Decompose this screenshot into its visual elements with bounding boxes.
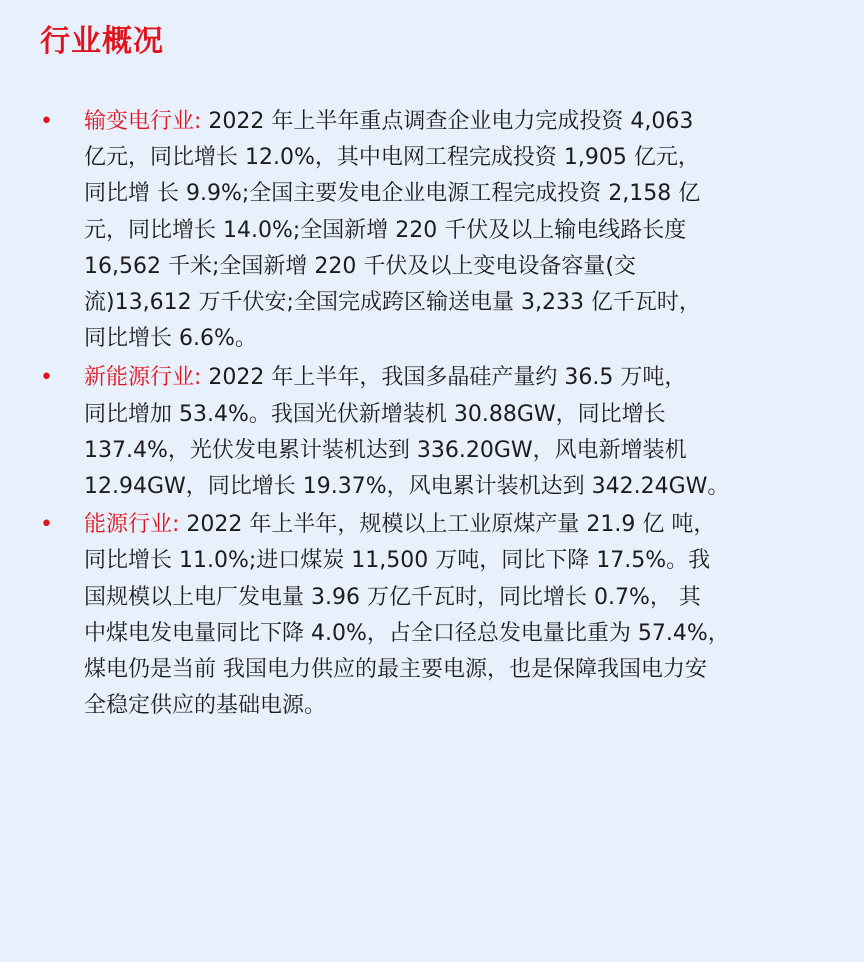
section-line: 中煤电发电量同比下降 4.0%，占全口径总发电量比重为 57.4%， [84,620,730,646]
section-line: 同比增长 11.0%;进口煤炭 11,500 万吨，同比下降 17.5%。我 [84,548,711,574]
section-line: 同比增长 6.6%。 [84,326,257,352]
section-line: 国规模以上电厂发电量 3.96 万亿千瓦时，同比增长 0.7%， 其 [84,584,701,610]
section-transmission [40,104,824,357]
bullet-icon: • [40,109,53,134]
section-line: 同比增 长 9.9%;全国主要发电企业电源工程完成投资 2,158 亿 [84,181,701,207]
section-label: 新能源行业: [84,365,202,391]
section-line: 能源行业: 2022 年上半年，规模以上工业原煤产量 21.9 亿 吨， [84,512,716,538]
section-line: 新能源行业: 2022 年上半年，我国多晶硅产量约 36.5 万吨， [84,365,687,391]
section-line: 16,562 千米;全国新增 220 千伏及以上变电设备容量(交 [84,253,636,279]
section-line: 同比增加 53.4%。我国光伏新增装机 30.88GW，同比增长 [84,401,666,427]
bullet-icon: • [40,365,53,391]
section-label: 能源行业: [84,512,180,538]
section-line: 137.4%，光伏发电累计装机达到 336.20GW，风电新增装机 [84,437,687,463]
section-label: 输变电行业: [84,109,202,134]
section-line: 亿元，同比增长 12.0%，其中电网工程完成投资 1,905 亿元， [84,145,700,171]
section-line: 元，同比增长 14.0%;全国新增 220 千伏及以上输电线路长度 [84,217,687,243]
page-title: 行业概况 [40,24,164,59]
section-line: 全稳定供应的基础电源。 [84,693,327,719]
section-line: 12.94GW，同比增长 19.37%，风电累计装机达到 342.24GW。 [84,474,730,500]
section-energy [40,507,824,724]
section-line: 流)13,612 万千伏安;全国完成跨区输送电量 3,233 亿千瓦时， [84,290,701,316]
bullet-icon: • [40,512,53,538]
section-line: 煤电仍是当前 我国电力供应的最主要电源，也是保障我国电力安 [84,657,707,683]
section-new-energy [40,360,824,505]
section-line: 输变电行业: 2022 年上半年重点调查企业电力完成投资 4,063 [84,109,694,134]
